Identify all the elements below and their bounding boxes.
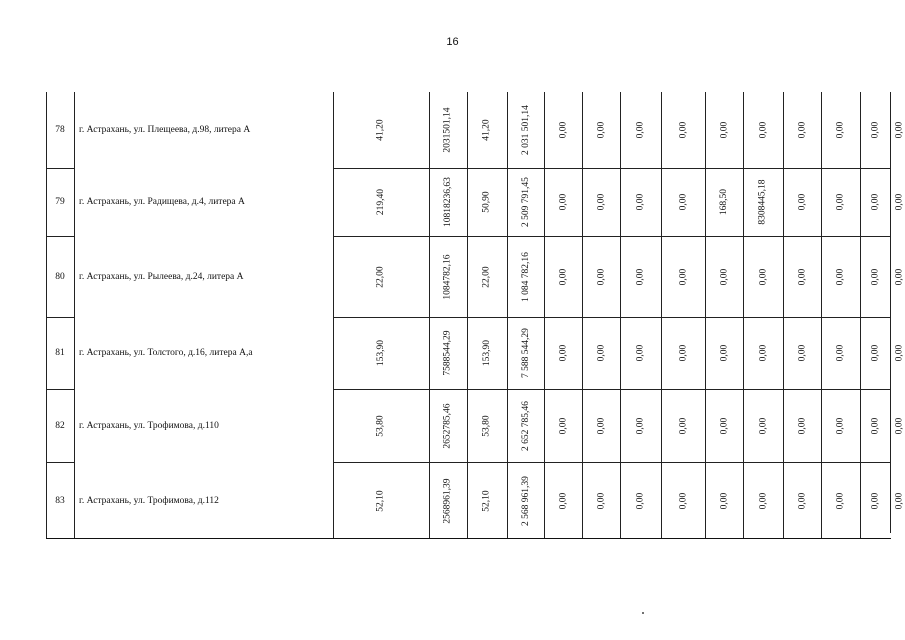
value-text: 0,00 xyxy=(758,121,768,139)
value-cell xyxy=(705,317,743,389)
value-text: 0,00 xyxy=(635,193,646,211)
value-text: 0,00 xyxy=(894,344,905,362)
value-text: 7 588 544,29 xyxy=(520,328,531,378)
value-text: 41,20 xyxy=(376,119,386,141)
value-text: 0,00 xyxy=(894,492,905,509)
value-text: 0,00 xyxy=(558,121,568,139)
value-text: 0,00 xyxy=(719,121,729,139)
column-rule xyxy=(783,92,784,539)
value-cell xyxy=(582,317,620,389)
value-text: 0,00 xyxy=(797,492,807,509)
value-cell xyxy=(544,92,582,168)
address-cell: г. Астрахань, ул. Радищева, д.4, литера А xyxy=(79,197,245,207)
value-text: 0,00 xyxy=(558,344,568,362)
value-text: 0,00 xyxy=(894,417,905,434)
column-rule xyxy=(705,92,706,539)
value-cell xyxy=(544,317,582,389)
value-text: 168,50 xyxy=(719,188,729,216)
value-cell xyxy=(507,168,544,236)
value-text: 2 652 785,46 xyxy=(520,400,531,451)
value-text: 0,00 xyxy=(596,268,606,285)
value-cell xyxy=(544,462,582,539)
value-text: 0,00 xyxy=(835,268,846,285)
value-cell xyxy=(333,317,429,389)
value-text: 0,00 xyxy=(758,268,768,285)
row-rule xyxy=(333,236,891,237)
value-cell xyxy=(507,389,544,462)
value-cell xyxy=(429,389,467,462)
value-text: 2 509 791,45 xyxy=(520,177,531,227)
value-text: 0,00 xyxy=(596,121,606,139)
table-row xyxy=(46,462,905,539)
row-number: 80 xyxy=(55,271,65,282)
value-cell xyxy=(333,389,429,462)
value-text: 0,00 xyxy=(635,121,646,139)
column-rule xyxy=(46,92,47,539)
value-cell xyxy=(860,236,891,317)
value-cell xyxy=(507,462,544,539)
value-text: 0,00 xyxy=(894,193,905,211)
value-text: 0,00 xyxy=(870,268,881,285)
value-cell xyxy=(891,236,905,317)
value-text: 0,00 xyxy=(678,121,688,139)
value-text: 0,00 xyxy=(558,417,568,434)
value-cell xyxy=(705,389,743,462)
value-text: 0,00 xyxy=(719,417,729,434)
row-rule xyxy=(46,317,74,318)
row-rule xyxy=(333,462,891,463)
value-cell xyxy=(860,317,891,389)
value-cell xyxy=(783,92,821,168)
value-text: 1084782,16 xyxy=(443,253,453,300)
value-cell xyxy=(860,389,891,462)
row-rule xyxy=(333,168,891,169)
value-text: 0,00 xyxy=(894,268,905,285)
column-rule xyxy=(467,92,468,539)
table-row xyxy=(46,236,905,317)
value-cell xyxy=(783,236,821,317)
value-text: 0,00 xyxy=(870,492,881,509)
row-rule xyxy=(46,462,74,463)
table-row xyxy=(46,317,905,389)
value-text: 0,00 xyxy=(797,344,807,362)
value-text: 0,00 xyxy=(719,344,729,362)
value-text: 7588544,29 xyxy=(443,330,453,376)
value-cell xyxy=(705,236,743,317)
value-text: 0,00 xyxy=(678,268,688,285)
value-text: 2652785,46 xyxy=(443,402,453,449)
value-cell xyxy=(891,389,905,462)
value-text: 22,00 xyxy=(376,265,386,288)
column-rule xyxy=(620,92,621,539)
column-rule xyxy=(582,92,583,539)
value-text: 0,00 xyxy=(758,417,768,434)
address-cell: г. Астрахань, ул. Трофимова, д.110 xyxy=(79,420,219,431)
value-text: 0,00 xyxy=(596,492,606,509)
row-rule xyxy=(46,389,74,390)
value-text: 0,00 xyxy=(894,121,905,139)
value-cell xyxy=(661,317,705,389)
value-cell xyxy=(333,168,429,236)
value-cell xyxy=(661,168,705,236)
value-cell xyxy=(544,389,582,462)
value-text: 0,00 xyxy=(678,492,688,509)
value-cell xyxy=(582,389,620,462)
value-cell xyxy=(821,462,860,539)
value-cell xyxy=(891,92,905,168)
value-text: 53,80 xyxy=(376,414,386,437)
column-rule xyxy=(333,92,334,539)
value-cell xyxy=(743,168,783,236)
value-text: 41,20 xyxy=(482,119,492,141)
value-cell xyxy=(467,462,507,539)
table-row xyxy=(46,92,905,168)
value-cell xyxy=(620,236,661,317)
value-cell xyxy=(429,236,467,317)
row-rule xyxy=(333,317,891,318)
row-number: 81 xyxy=(55,348,65,358)
value-cell xyxy=(582,92,620,168)
value-text: 2568961,39 xyxy=(443,477,453,524)
value-cell xyxy=(821,317,860,389)
value-cell xyxy=(467,92,507,168)
value-text: 1 084 782,16 xyxy=(520,251,531,302)
value-cell xyxy=(891,462,905,539)
value-cell xyxy=(743,317,783,389)
value-text: 0,00 xyxy=(596,417,606,434)
address-cell: г. Астрахань, ул. Плещеева, д.98, литера А xyxy=(79,125,251,135)
value-text: 0,00 xyxy=(558,193,568,211)
value-cell xyxy=(743,462,783,539)
value-cell xyxy=(582,236,620,317)
value-text: 153,90 xyxy=(376,339,386,367)
value-cell xyxy=(620,389,661,462)
value-text: 0,00 xyxy=(558,268,568,285)
address-cell: г. Астрахань, ул. Толстого, д.16, литера А,а xyxy=(79,348,253,358)
value-cell xyxy=(783,168,821,236)
column-rule xyxy=(429,92,430,539)
value-text: 0,00 xyxy=(835,492,846,509)
value-cell xyxy=(705,168,743,236)
value-text: 0,00 xyxy=(870,417,881,434)
value-text: 0,00 xyxy=(678,417,688,434)
value-text: 0,00 xyxy=(870,344,881,362)
value-cell xyxy=(467,236,507,317)
row-number: 78 xyxy=(55,125,65,135)
value-text: 53,80 xyxy=(482,414,492,437)
value-text: 0,00 xyxy=(558,492,568,509)
address-cell: г. Астрахань, ул. Рылеева, д.24, литера А xyxy=(79,271,244,282)
value-cell xyxy=(661,389,705,462)
value-cell xyxy=(544,168,582,236)
value-text: 2 568 961,39 xyxy=(520,475,531,526)
scan-speck xyxy=(642,612,644,614)
value-cell xyxy=(507,92,544,168)
page-number: 16 xyxy=(446,36,459,48)
value-cell xyxy=(783,317,821,389)
value-cell xyxy=(705,462,743,539)
value-cell xyxy=(582,168,620,236)
value-text: 0,00 xyxy=(719,268,729,285)
value-text: 0,00 xyxy=(635,417,646,434)
value-cell xyxy=(860,168,891,236)
row-number: 79 xyxy=(55,197,65,207)
value-text: 0,00 xyxy=(797,193,807,211)
column-rule xyxy=(821,92,822,539)
value-cell xyxy=(429,317,467,389)
value-cell xyxy=(821,389,860,462)
value-text: 0,00 xyxy=(719,492,729,509)
value-text: 2031501,14 xyxy=(443,107,453,153)
value-cell xyxy=(661,92,705,168)
row-rule xyxy=(46,168,74,169)
value-cell xyxy=(620,462,661,539)
value-cell xyxy=(821,236,860,317)
value-cell xyxy=(429,462,467,539)
address-cell: г. Астрахань, ул. Трофимова, д.112 xyxy=(79,495,219,506)
row-number: 83 xyxy=(55,495,65,506)
value-text: 0,00 xyxy=(758,492,768,509)
table-row xyxy=(46,168,905,236)
column-rule xyxy=(743,92,744,539)
value-text: 22,00 xyxy=(482,265,492,288)
value-cell xyxy=(507,236,544,317)
row-rule xyxy=(333,389,891,390)
value-cell xyxy=(821,168,860,236)
column-rule xyxy=(860,92,861,539)
value-cell xyxy=(507,317,544,389)
value-cell xyxy=(860,92,891,168)
value-cell xyxy=(467,389,507,462)
value-cell xyxy=(891,168,905,236)
value-text: 0,00 xyxy=(797,268,807,285)
value-cell xyxy=(620,92,661,168)
value-text: 50,90 xyxy=(482,191,492,213)
value-text: 0,00 xyxy=(870,193,881,211)
value-cell xyxy=(783,389,821,462)
data-table xyxy=(46,92,905,539)
value-cell xyxy=(333,92,429,168)
column-rule xyxy=(890,92,891,533)
value-cell xyxy=(467,317,507,389)
row-rule xyxy=(46,236,74,237)
value-text: 0,00 xyxy=(678,344,688,362)
value-cell xyxy=(620,168,661,236)
value-text: 0,00 xyxy=(635,492,646,509)
value-text: 8308445,18 xyxy=(758,179,768,225)
column-rule xyxy=(544,92,545,539)
value-text: 0,00 xyxy=(596,344,606,362)
value-text: 0,00 xyxy=(758,344,768,362)
value-text: 0,00 xyxy=(797,417,807,434)
value-cell xyxy=(429,168,467,236)
value-cell xyxy=(620,317,661,389)
value-cell xyxy=(333,462,429,539)
value-text: 153,90 xyxy=(482,339,492,367)
value-text: 0,00 xyxy=(835,193,846,211)
value-text: 0,00 xyxy=(797,121,807,139)
value-cell xyxy=(661,462,705,539)
table-bottom-border xyxy=(46,538,891,539)
value-cell xyxy=(743,389,783,462)
value-cell xyxy=(582,462,620,539)
value-text: 2 031 501,14 xyxy=(520,105,531,155)
value-text: 52,10 xyxy=(482,489,492,512)
value-text: 52,10 xyxy=(376,489,386,512)
value-text: 0,00 xyxy=(870,121,881,139)
row-number: 82 xyxy=(55,420,65,431)
column-rule xyxy=(507,92,508,539)
column-rule xyxy=(661,92,662,539)
value-cell xyxy=(429,92,467,168)
value-text: 219,40 xyxy=(376,188,386,216)
value-cell xyxy=(891,317,905,389)
value-text: 0,00 xyxy=(635,268,646,285)
value-cell xyxy=(743,92,783,168)
value-cell xyxy=(333,236,429,317)
value-cell xyxy=(860,462,891,539)
value-text: 0,00 xyxy=(835,344,846,362)
value-text: 0,00 xyxy=(596,193,606,211)
value-cell xyxy=(544,236,582,317)
value-text: 10818236,63 xyxy=(443,177,453,227)
value-cell xyxy=(783,462,821,539)
table-row xyxy=(46,389,905,462)
value-cell xyxy=(705,92,743,168)
value-cell xyxy=(743,236,783,317)
value-text: 0,00 xyxy=(635,344,646,362)
column-rule xyxy=(74,92,75,539)
value-cell xyxy=(661,236,705,317)
value-text: 0,00 xyxy=(835,417,846,434)
value-text: 0,00 xyxy=(835,121,846,139)
value-text: 0,00 xyxy=(678,193,688,211)
value-cell xyxy=(467,168,507,236)
value-cell xyxy=(821,92,860,168)
